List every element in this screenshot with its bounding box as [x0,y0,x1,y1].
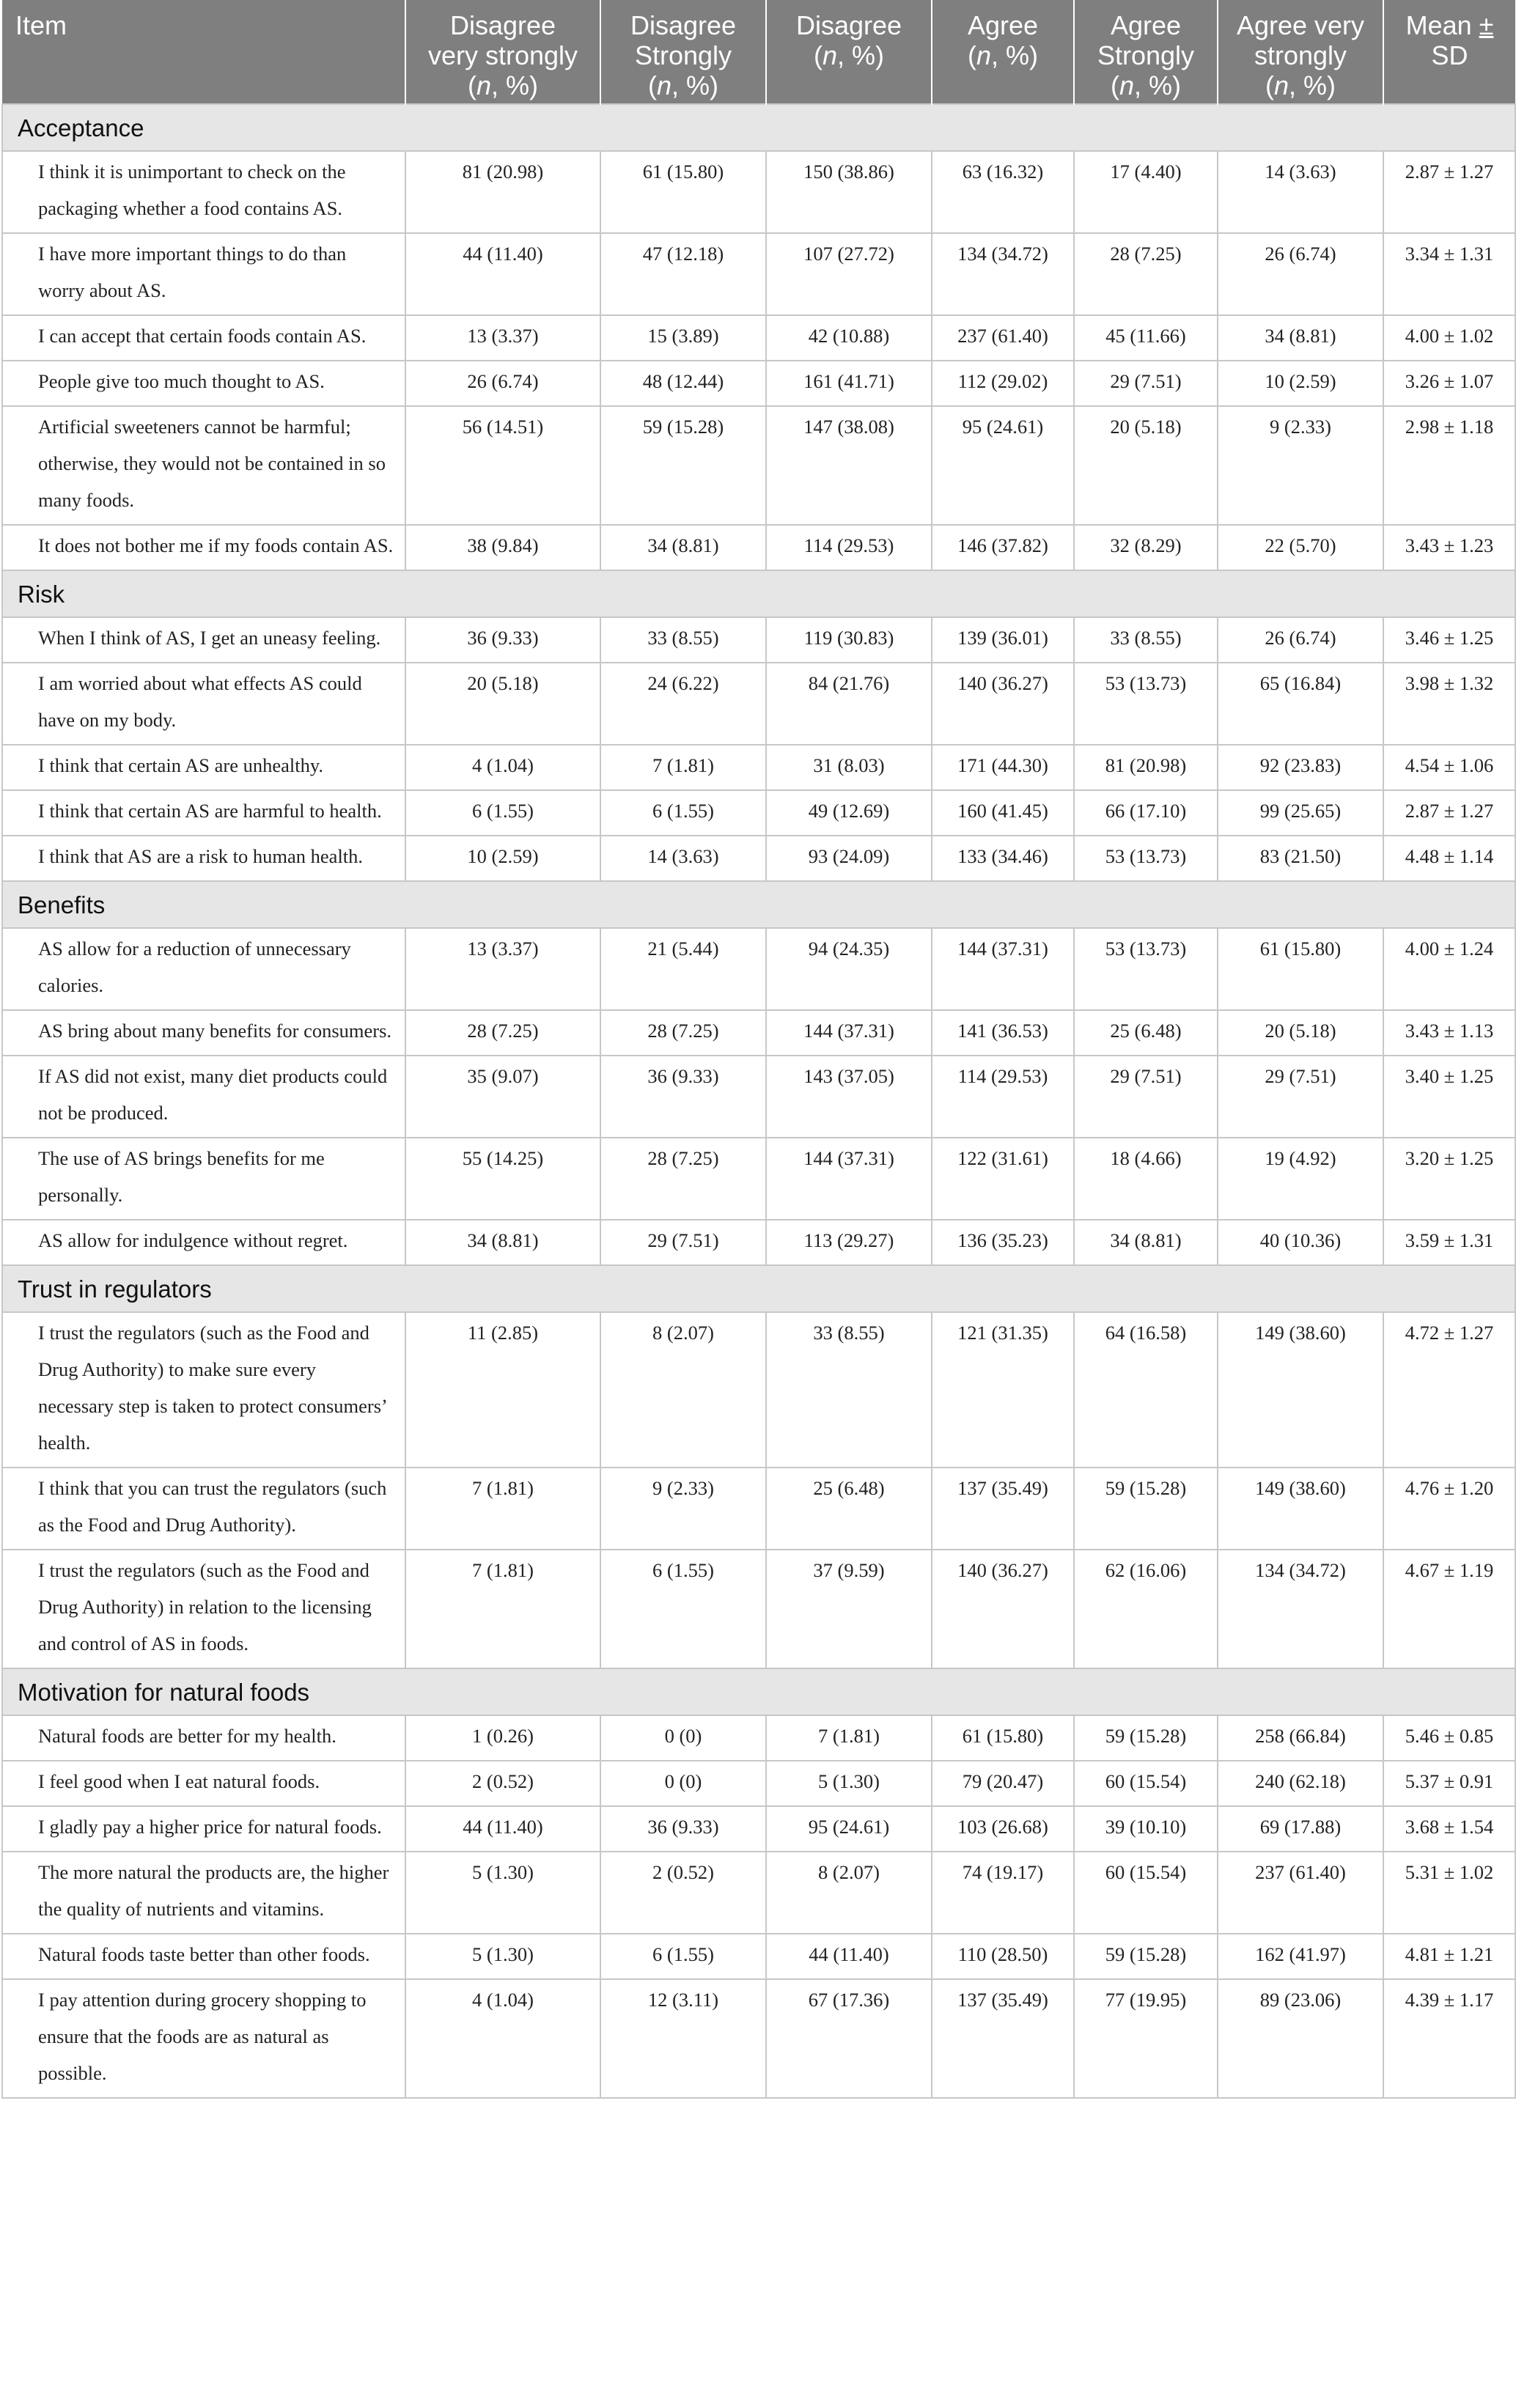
table-cell: 9 (2.33) [1218,406,1383,525]
item-statement: I trust the regulators (such as the Food and Drug Authority) to make sure every necessary step is taken to protect consumers’ health. [2,1312,405,1468]
table-cell: 34 (8.81) [1218,315,1383,361]
table-cell: 45 (11.66) [1074,315,1218,361]
table-cell: 144 (37.31) [932,928,1074,1010]
column-unit-n: n [1119,70,1134,100]
table-row [2,663,1515,745]
table-row [2,1715,1515,1761]
table-cell: 24 (6.22) [600,663,766,745]
table-cell: 258 (66.84) [1218,1715,1383,1761]
table-cell: 55 (14.25) [405,1138,600,1220]
table-cell: 2.98 ± 1.18 [1383,406,1515,525]
table-cell: 7 (1.81) [405,1468,600,1550]
table-cell: 13 (3.37) [405,315,600,361]
table-cell: 4.72 ± 1.27 [1383,1312,1515,1468]
column-unit-rest: , % [491,70,530,100]
table-cell: 3.26 ± 1.07 [1383,361,1515,406]
table-cell: 29 (7.51) [1218,1056,1383,1138]
table-cell: 14 (3.63) [600,836,766,881]
item-statement: I pay attention during grocery shopping to ensure that the foods are as natural as possible. [2,1979,405,2098]
table-row [2,1934,1515,1979]
table-cell: 143 (37.05) [766,1056,932,1138]
table-cell: 7 (1.81) [766,1715,932,1761]
table-cell: 17 (4.40) [1074,151,1218,233]
table-cell: 95 (24.61) [932,406,1074,525]
table-cell: 61 (15.80) [1218,928,1383,1010]
table-cell: 2.87 ± 1.27 [1383,790,1515,836]
table-cell: 33 (8.55) [766,1312,932,1468]
table-cell: 44 (11.40) [766,1934,932,1979]
table-cell: 7 (1.81) [600,745,766,790]
section-title: Motivation for natural foods [2,1668,1515,1715]
item-statement: AS allow for indulgence without regret. [2,1220,405,1265]
section-row [2,104,1515,151]
table-row [2,1312,1515,1468]
table-cell: 2 (0.52) [600,1852,766,1934]
table-cell: 36 (9.33) [600,1056,766,1138]
table-cell: 8 (2.07) [766,1852,932,1934]
table-cell: 79 (20.47) [932,1761,1074,1806]
table-cell: 95 (24.61) [766,1806,932,1852]
table-row [2,525,1515,570]
table-cell: 8 (2.07) [600,1312,766,1468]
table-cell: 3.68 ± 1.54 [1383,1806,1515,1852]
table-cell: 137 (35.49) [932,1979,1074,2098]
item-statement: The more natural the products are, the higher the quality of nutrients and vitamins. [2,1852,405,1934]
table-cell: 12 (3.11) [600,1979,766,2098]
table-cell: 26 (6.74) [1218,617,1383,663]
item-statement: I think it is unimportant to check on the packaging whether a food contains AS. [2,151,405,233]
table-cell: 22 (5.70) [1218,525,1383,570]
table-row [2,836,1515,881]
item-statement: I can accept that certain foods contain AS. [2,315,405,361]
table-cell: 146 (37.82) [932,525,1074,570]
table-cell: 7 (1.81) [405,1550,600,1668]
table-cell: 171 (44.30) [932,745,1074,790]
table-cell: 34 (8.81) [600,525,766,570]
table-cell: 53 (13.73) [1074,928,1218,1010]
table-cell: 4.00 ± 1.02 [1383,315,1515,361]
item-statement: Natural foods taste better than other foods. [2,1934,405,1979]
column-header: Disagree (n, %) [766,0,932,104]
table-cell: 56 (14.51) [405,406,600,525]
table-cell: 49 (12.69) [766,790,932,836]
table-cell: 149 (38.60) [1218,1312,1383,1468]
table-cell: 141 (36.53) [932,1010,1074,1056]
table-row [2,1806,1515,1852]
table-cell: 3.46 ± 1.25 [1383,617,1515,663]
table-row [2,790,1515,836]
table-row [2,1138,1515,1220]
item-statement: I am worried about what effects AS could have on my body. [2,663,405,745]
table-cell: 94 (24.35) [766,928,932,1010]
table-cell: 112 (29.02) [932,361,1074,406]
table-cell: 147 (38.08) [766,406,932,525]
table-cell: 28 (7.25) [1074,233,1218,315]
table-row [2,315,1515,361]
column-header-text: strongly [1254,40,1347,70]
table-cell: 9 (2.33) [600,1468,766,1550]
table-row [2,745,1515,790]
column-unit-n: n [476,70,491,100]
table-cell: 15 (3.89) [600,315,766,361]
table-row [2,361,1515,406]
column-unit-rest: , % [991,40,1030,70]
table-cell: 3.20 ± 1.25 [1383,1138,1515,1220]
table-cell: 3.40 ± 1.25 [1383,1056,1515,1138]
table-cell: 33 (8.55) [600,617,766,663]
table-cell: 18 (4.66) [1074,1138,1218,1220]
section-row [2,570,1515,617]
plus-minus-sign: ± [1479,10,1494,40]
table-cell: 36 (9.33) [600,1806,766,1852]
table-cell: 10 (2.59) [1218,361,1383,406]
item-statement: I think that certain AS are harmful to health. [2,790,405,836]
table-cell: 77 (19.95) [1074,1979,1218,2098]
table-cell: 140 (36.27) [932,663,1074,745]
table-cell: 4.67 ± 1.19 [1383,1550,1515,1668]
survey-items-table [1,0,1516,2099]
table-cell: 114 (29.53) [932,1056,1074,1138]
table-cell: 59 (15.28) [1074,1934,1218,1979]
table-cell: 29 (7.51) [1074,361,1218,406]
table-row [2,1010,1515,1056]
table-cell: 103 (26.68) [932,1806,1074,1852]
table-cell: 4 (1.04) [405,1979,600,2098]
table-row [2,1468,1515,1550]
table-cell: 122 (31.61) [932,1138,1074,1220]
table-cell: 28 (7.25) [405,1010,600,1056]
table-row [2,1550,1515,1668]
table-cell: 4.81 ± 1.21 [1383,1934,1515,1979]
table-cell: 161 (41.71) [766,361,932,406]
table-cell: 113 (29.27) [766,1220,932,1265]
table-cell: 65 (16.84) [1218,663,1383,745]
table-cell: 21 (5.44) [600,928,766,1010]
table-cell: 237 (61.40) [1218,1852,1383,1934]
table-cell: 140 (36.27) [932,1550,1074,1668]
table-body [2,104,1515,2098]
table-cell: 60 (15.54) [1074,1761,1218,1806]
table-row [2,233,1515,315]
table-cell: 4 (1.04) [405,745,600,790]
table-cell: 14 (3.63) [1218,151,1383,233]
table-cell: 37 (9.59) [766,1550,932,1668]
table-cell: 1 (0.26) [405,1715,600,1761]
table-cell: 2.87 ± 1.27 [1383,151,1515,233]
column-unit-n: n [1273,70,1289,100]
table-cell: 60 (15.54) [1074,1852,1218,1934]
table-cell: 26 (6.74) [405,361,600,406]
table-cell: 119 (30.83) [766,617,932,663]
column-unit-n: n [656,70,671,100]
table-cell: 59 (15.28) [1074,1468,1218,1550]
table-cell: 6 (1.55) [405,790,600,836]
table-cell: 139 (36.01) [932,617,1074,663]
table-row [2,406,1515,525]
column-header: Agree (n, %) [932,0,1074,104]
table-cell: 32 (8.29) [1074,525,1218,570]
table-cell: 4.54 ± 1.06 [1383,745,1515,790]
column-unit-rest: , % [671,70,710,100]
table-cell: 136 (35.23) [932,1220,1074,1265]
table-cell: 20 (5.18) [405,663,600,745]
table-row [2,1056,1515,1138]
table-cell: 89 (23.06) [1218,1979,1383,2098]
table-cell: 42 (10.88) [766,315,932,361]
table-cell: 4.00 ± 1.24 [1383,928,1515,1010]
table-cell: 4.76 ± 1.20 [1383,1468,1515,1550]
table-cell: 62 (16.06) [1074,1550,1218,1668]
table-cell: 63 (16.32) [932,151,1074,233]
table-cell: 93 (24.09) [766,836,932,881]
column-header-text: Agree [1110,10,1182,40]
table-cell: 53 (13.73) [1074,836,1218,881]
table-cell: 28 (7.25) [600,1138,766,1220]
column-unit-rest: , % [1134,70,1173,100]
table-row [2,1852,1515,1934]
column-unit-n: n [976,40,991,70]
table-header-row [2,0,1515,104]
table-cell: 64 (16.58) [1074,1312,1218,1468]
table-cell: 149 (38.60) [1218,1468,1383,1550]
table-cell: 10 (2.59) [405,836,600,881]
column-unit-n: n [822,40,837,70]
table-cell: 99 (25.65) [1218,790,1383,836]
table-cell: 47 (12.18) [600,233,766,315]
table-cell: 107 (27.72) [766,233,932,315]
table-cell: 19 (4.92) [1218,1138,1383,1220]
table-cell: 110 (28.50) [932,1934,1074,1979]
section-row [2,881,1515,928]
table-cell: 28 (7.25) [600,1010,766,1056]
column-header: Disagree Strongly (n, %) [600,0,766,104]
table-cell: 6 (1.55) [600,1934,766,1979]
table-cell: 44 (11.40) [405,233,600,315]
table-cell: 13 (3.37) [405,928,600,1010]
column-header-text: Disagree [795,10,902,40]
item-statement: I have more important things to do than worry about AS. [2,233,405,315]
table-cell: 81 (20.98) [1074,745,1218,790]
table-cell: 81 (20.98) [405,151,600,233]
table-cell: 67 (17.36) [766,1979,932,2098]
table-cell: 160 (41.45) [932,790,1074,836]
table-cell: 29 (7.51) [600,1220,766,1265]
table-cell: 11 (2.85) [405,1312,600,1468]
table-cell: 3.34 ± 1.31 [1383,233,1515,315]
table-cell: 83 (21.50) [1218,836,1383,881]
table-cell: 48 (12.44) [600,361,766,406]
item-statement: The use of AS brings benefits for me personally. [2,1138,405,1220]
table-cell: 5.46 ± 0.85 [1383,1715,1515,1761]
table-cell: 137 (35.49) [932,1468,1074,1550]
table-cell: 134 (34.72) [932,233,1074,315]
section-row [2,1265,1515,1312]
table-cell: 20 (5.18) [1218,1010,1383,1056]
section-title: Acceptance [2,104,1515,151]
column-unit-rest: , % [837,40,876,70]
column-header-text: Item [15,10,67,40]
table-row [2,1761,1515,1806]
column-header [2,0,405,104]
item-statement: I think that AS are a risk to human health. [2,836,405,881]
table-cell: 5 (1.30) [405,1934,600,1979]
table-cell: 144 (37.31) [766,1010,932,1056]
table-cell: 150 (38.86) [766,151,932,233]
table-cell: 5 (1.30) [405,1852,600,1934]
table-cell: 3.43 ± 1.23 [1383,525,1515,570]
column-header: Disagree very strongly (n, %) [405,0,600,104]
table-cell: 66 (17.10) [1074,790,1218,836]
table-cell: 25 (6.48) [766,1468,932,1550]
table-cell: 29 (7.51) [1074,1056,1218,1138]
item-statement: AS allow for a reduction of unnecessary calories. [2,928,405,1010]
table-cell: 20 (5.18) [1074,406,1218,525]
table-cell: 121 (31.35) [932,1312,1074,1468]
table-cell: 5 (1.30) [766,1761,932,1806]
table-row [2,928,1515,1010]
section-row [2,1668,1515,1715]
table-cell: 40 (10.36) [1218,1220,1383,1265]
table-cell: 74 (19.17) [932,1852,1074,1934]
column-header [1383,0,1515,104]
table-cell: 38 (9.84) [405,525,600,570]
item-statement: I trust the regulators (such as the Food and Drug Authority) in relation to the licensing and control of AS in foods. [2,1550,405,1668]
table-cell: 0 (0) [600,1761,766,1806]
table-cell: 53 (13.73) [1074,663,1218,745]
table-cell: 44 (11.40) [405,1806,600,1852]
table-cell: 162 (41.97) [1218,1934,1383,1979]
table-row [2,151,1515,233]
item-statement: I gladly pay a higher price for natural foods. [2,1806,405,1852]
item-statement: People give too much thought to AS. [2,361,405,406]
column-header: Agree very strongly (n, %) [1218,0,1383,104]
table-cell: 2 (0.52) [405,1761,600,1806]
table-cell: 92 (23.83) [1218,745,1383,790]
section-title: Benefits [2,881,1515,928]
table-cell: 240 (62.18) [1218,1761,1383,1806]
table-cell: 31 (8.03) [766,745,932,790]
table-cell: 25 (6.48) [1074,1010,1218,1056]
table-row [2,1220,1515,1265]
table-cell: 59 (15.28) [1074,1715,1218,1761]
column-header-text: Strongly [634,40,732,70]
table-cell: 84 (21.76) [766,663,932,745]
table-cell: 6 (1.55) [600,790,766,836]
column-header-text: Strongly [1097,40,1195,70]
table-row [2,617,1515,663]
column-header-text: Mean [1405,10,1472,40]
column-header-text: Agree very [1236,10,1365,40]
table-cell: 144 (37.31) [766,1138,932,1220]
table-cell: 133 (34.46) [932,836,1074,881]
table-cell: 35 (9.07) [405,1056,600,1138]
table-cell: 5.37 ± 0.91 [1383,1761,1515,1806]
table-cell: 34 (8.81) [1074,1220,1218,1265]
table-cell: 61 (15.80) [600,151,766,233]
item-statement: I feel good when I eat natural foods. [2,1761,405,1806]
column-header: Agree Strongly (n, %) [1074,0,1218,104]
table-cell: 34 (8.81) [405,1220,600,1265]
table-cell: 69 (17.88) [1218,1806,1383,1852]
column-unit-rest: , % [1289,70,1328,100]
section-title: Trust in regulators [2,1265,1515,1312]
table-row [2,1979,1515,2098]
table-cell: 4.39 ± 1.17 [1383,1979,1515,2098]
table-cell: 5.31 ± 1.02 [1383,1852,1515,1934]
table-cell: 237 (61.40) [932,315,1074,361]
table-cell: 33 (8.55) [1074,617,1218,663]
item-statement: It does not bother me if my foods contain AS. [2,525,405,570]
column-header-text: SD [1431,40,1468,70]
item-statement: I think that you can trust the regulators (such as the Food and Drug Authority). [2,1468,405,1550]
column-header-text: Agree [967,10,1039,40]
table-cell: 61 (15.80) [932,1715,1074,1761]
item-statement: Artificial sweeteners cannot be harmful; otherwise, they would not be contained in so many foods. [2,406,405,525]
section-title: Risk [2,570,1515,617]
item-statement: I think that certain AS are unhealthy. [2,745,405,790]
item-statement: When I think of AS, I get an uneasy feeling. [2,617,405,663]
table-cell: 6 (1.55) [600,1550,766,1668]
table-cell: 3.59 ± 1.31 [1383,1220,1515,1265]
column-header-text: Disagree [630,10,737,40]
item-statement: AS bring about many benefits for consumers. [2,1010,405,1056]
table-cell: 36 (9.33) [405,617,600,663]
table-cell: 26 (6.74) [1218,233,1383,315]
table-cell: 134 (34.72) [1218,1550,1383,1668]
table-cell: 39 (10.10) [1074,1806,1218,1852]
table-cell: 59 (15.28) [600,406,766,525]
table-cell: 4.48 ± 1.14 [1383,836,1515,881]
table-cell: 0 (0) [600,1715,766,1761]
table-cell: 114 (29.53) [766,525,932,570]
column-header-text: very strongly [427,40,578,70]
item-statement: Natural foods are better for my health. [2,1715,405,1761]
column-header-text: Disagree [449,10,556,40]
table-cell: 3.98 ± 1.32 [1383,663,1515,745]
table-cell: 3.43 ± 1.13 [1383,1010,1515,1056]
item-statement: If AS did not exist, many diet products could not be produced. [2,1056,405,1138]
